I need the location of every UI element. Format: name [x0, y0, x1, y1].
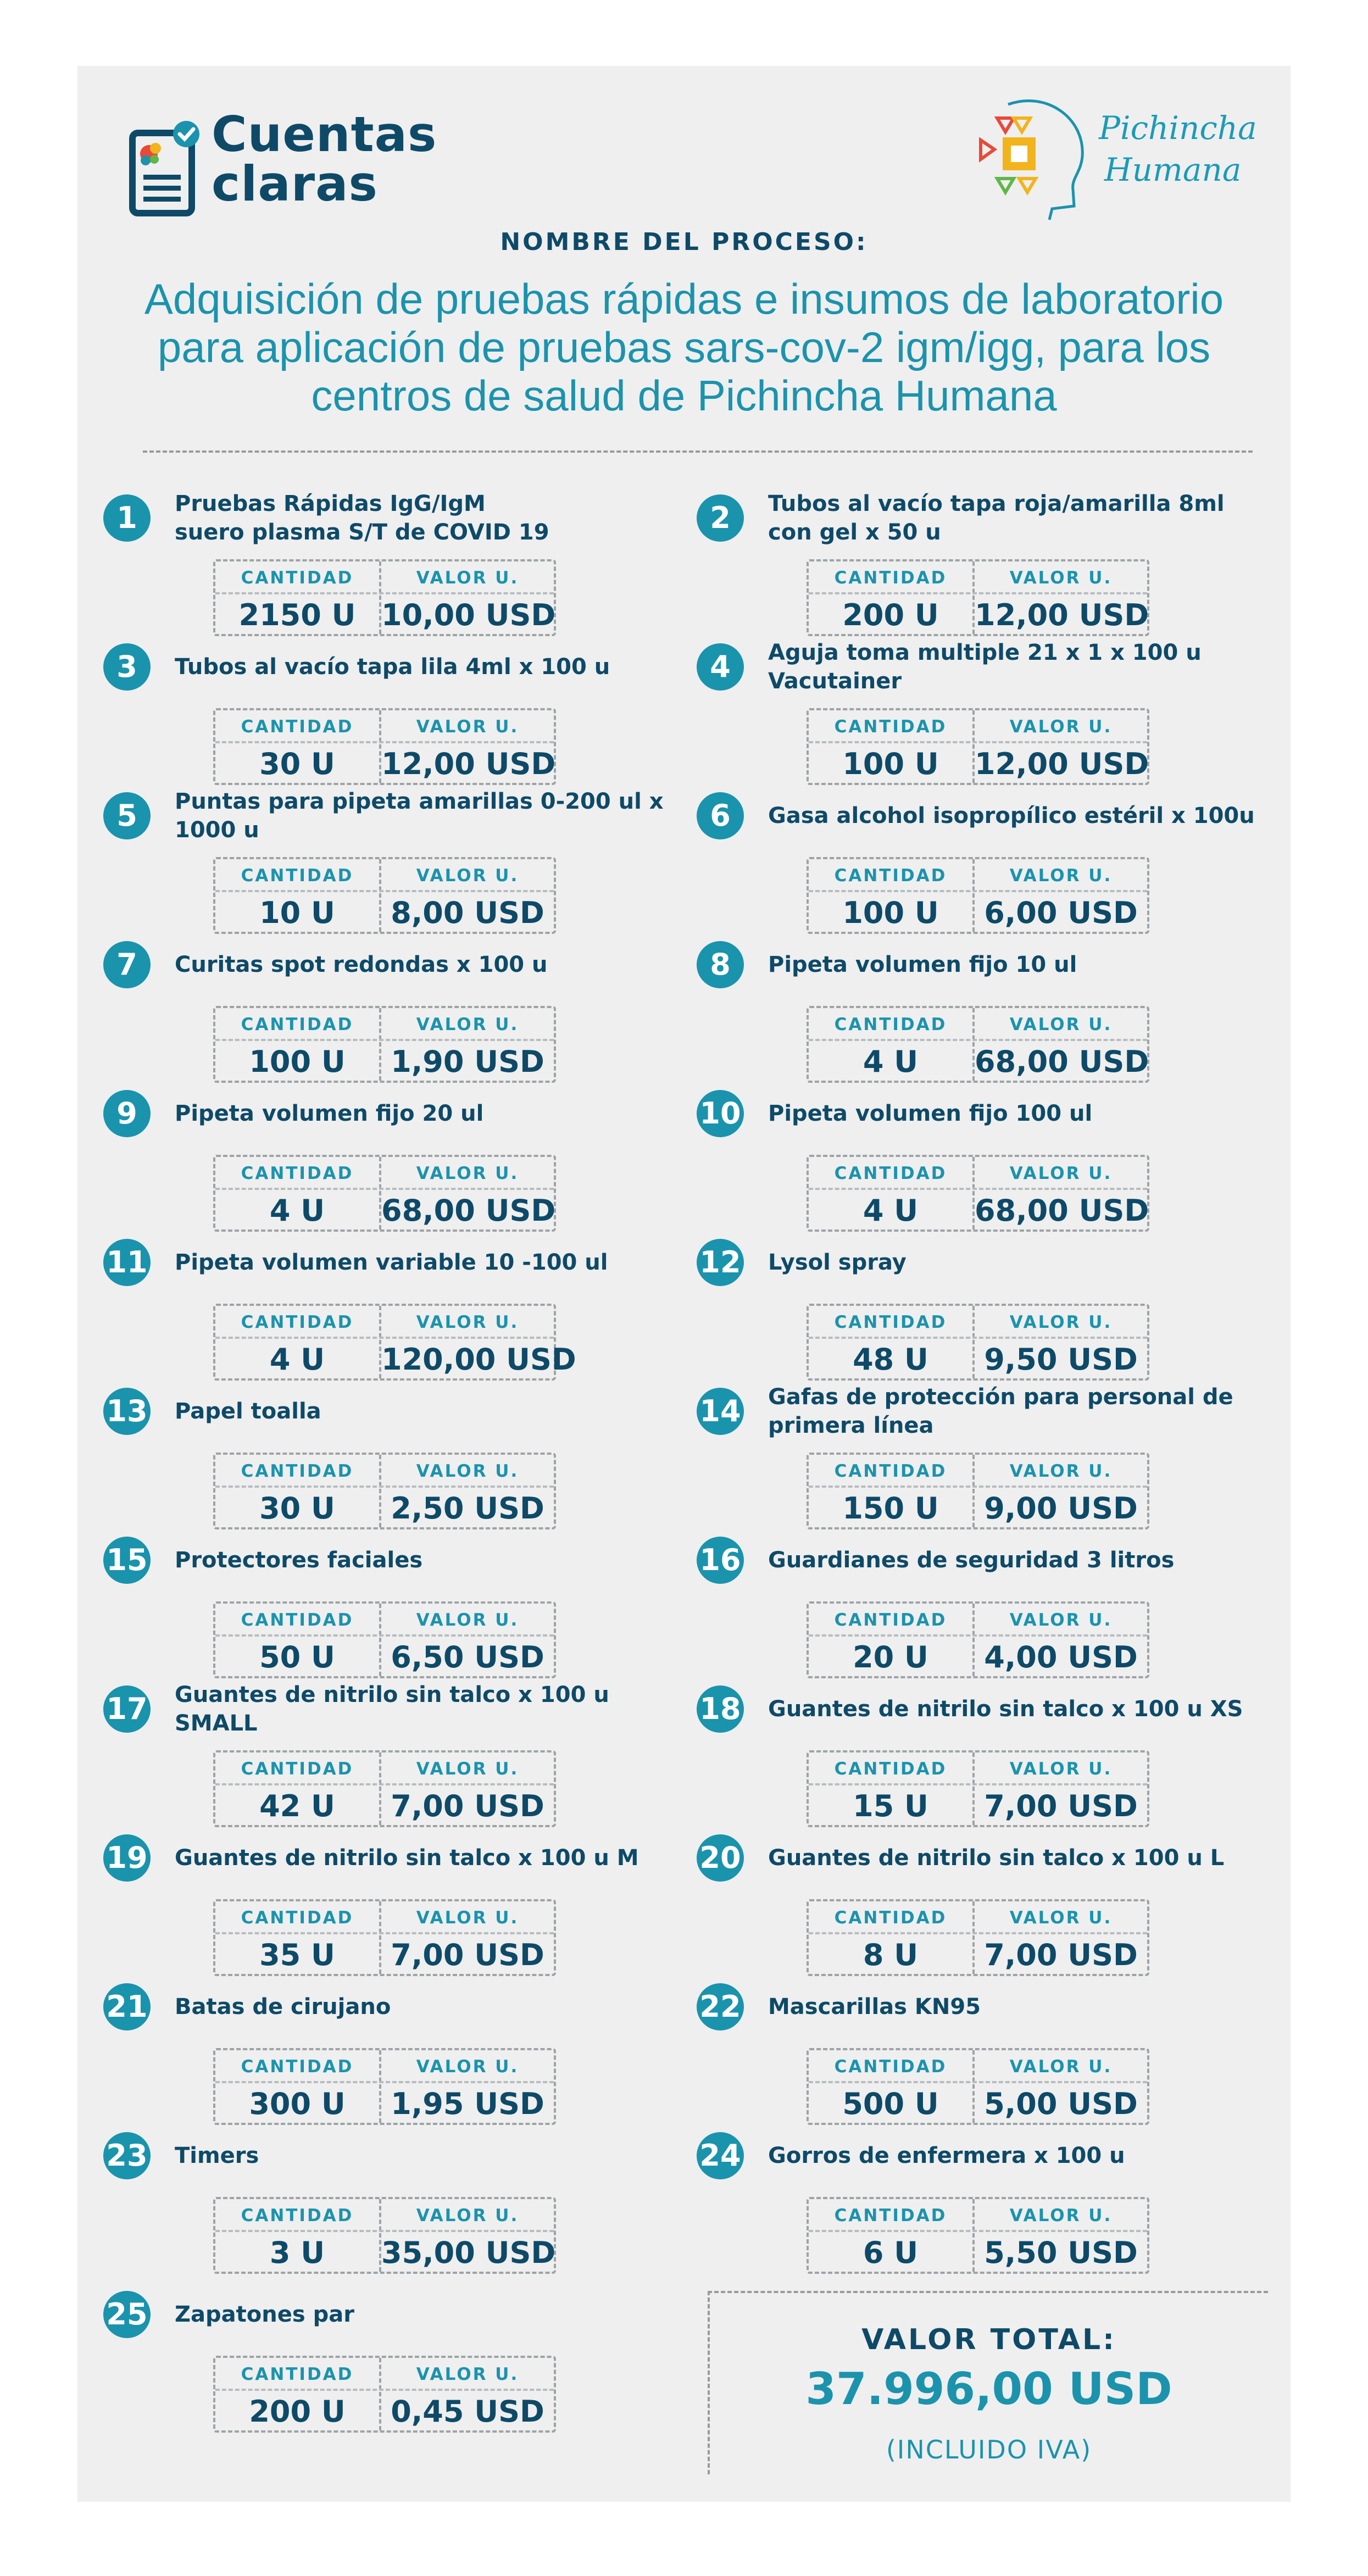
quantity-header: CANTIDAD — [241, 2057, 354, 2077]
unit-price-header: VALOR U. — [416, 1759, 519, 1779]
quantity-header: CANTIDAD — [834, 1908, 947, 1928]
item-name: Guardianes de seguridad 3 litros — [768, 1548, 1175, 1573]
quantity-value: 8 U — [863, 1938, 919, 1972]
item-name: Pipeta volumen fijo 20 ul — [175, 1101, 484, 1126]
item-detail-table — [807, 708, 1149, 785]
item-number-badge: 24 — [697, 2132, 744, 2179]
unit-price-header: VALOR U. — [1009, 1461, 1113, 1481]
item-name: Zapatones par — [175, 2302, 354, 2327]
unit-price-value: 4,00 USD — [984, 1640, 1138, 1674]
unit-price-value: 35,00 USD — [381, 2235, 556, 2270]
item-3 — [103, 632, 686, 781]
unit-price-value: 68,00 USD — [975, 1044, 1149, 1079]
item-number-badge: 21 — [103, 1983, 151, 2030]
item-detail-table — [807, 2197, 1149, 2274]
quantity-value: 35 U — [259, 1938, 335, 1972]
item-name: Mascarillas KN95 — [768, 1994, 981, 2019]
item-name: Pipeta volumen fijo 100 ul — [768, 1101, 1093, 1126]
partner-wordmark — [1099, 107, 1257, 191]
item-14 — [697, 1377, 1279, 1526]
item-23 — [103, 2121, 686, 2270]
quantity-value: 2150 U — [238, 598, 356, 632]
quantity-header: CANTIDAD — [834, 1461, 947, 1481]
item-number-badge: 11 — [103, 1239, 151, 1286]
quantity-header: CANTIDAD — [241, 1164, 354, 1183]
quantity-value: 500 U — [842, 2087, 939, 2121]
pichincha-humana-logo — [975, 96, 1257, 228]
item-detail-table — [807, 559, 1149, 636]
quantity-value: 100 U — [249, 1044, 346, 1079]
item-name: Gasa alcohol isopropílico estéril x 100u — [768, 803, 1255, 828]
item-number-badge: 15 — [103, 1537, 151, 1584]
quantity-header: CANTIDAD — [834, 2206, 947, 2226]
item-12 — [697, 1228, 1279, 1377]
item-name: Guantes de nitrilo sin talco x 100 u L — [768, 1845, 1225, 1871]
item-name: Gorros de enfermera x 100 u — [768, 2143, 1125, 2168]
unit-price-header: VALOR U. — [1009, 1312, 1113, 1332]
item-name: Guantes de nitrilo sin talco x 100 u XS — [768, 1696, 1243, 1722]
unit-price-header: VALOR U. — [416, 568, 519, 588]
quantity-header: CANTIDAD — [241, 1015, 354, 1034]
unit-price-value: 6,00 USD — [984, 895, 1138, 930]
cuentas-claras-logo — [129, 106, 437, 220]
quantity-value: 30 U — [259, 747, 335, 781]
quantity-header: CANTIDAD — [834, 717, 947, 737]
unit-price-value: 6,50 USD — [391, 1640, 544, 1674]
quantity-value: 4 U — [863, 1193, 919, 1228]
item-name: Papel toalla — [175, 1399, 321, 1424]
quantity-header: CANTIDAD — [241, 2206, 354, 2226]
unit-price-value: 7,00 USD — [984, 1938, 1138, 1972]
item-name: Curitas spot redondas x 100 u — [175, 952, 548, 977]
unit-price-header: VALOR U. — [416, 2364, 519, 2384]
item-name: Guantes de nitrilo sin talco x 100 u M — [175, 1845, 639, 1871]
brand-line-2: claras — [212, 155, 378, 212]
item-20 — [697, 1823, 1279, 1972]
unit-price-header: VALOR U. — [1009, 1610, 1113, 1630]
quantity-header: CANTIDAD — [241, 1610, 354, 1630]
quantity-value: 4 U — [269, 1342, 325, 1377]
item-detail-table — [213, 1601, 556, 1678]
item-name: Gafas de protección para personal de primera línea — [768, 1384, 1233, 1438]
quantity-header: CANTIDAD — [834, 1164, 947, 1183]
item-detail-table — [807, 1601, 1149, 1678]
item-name: Tubos al vacío tapa lila 4ml x 100 u — [175, 654, 610, 680]
item-name: Pipeta volumen variable 10 -100 ul — [175, 1250, 608, 1275]
item-name: Lysol spray — [768, 1250, 907, 1275]
quantity-header: CANTIDAD — [834, 1610, 947, 1630]
item-number-badge: 1 — [103, 494, 151, 542]
item-detail-table — [807, 1453, 1149, 1529]
unit-price-value: 12,00 USD — [381, 747, 556, 781]
item-18 — [697, 1674, 1279, 1823]
quantity-value: 100 U — [842, 895, 939, 930]
item-number-badge: 17 — [103, 1685, 151, 1733]
item-7 — [103, 930, 686, 1079]
unit-price-header: VALOR U. — [1009, 1759, 1113, 1779]
item-number-badge: 9 — [103, 1090, 151, 1137]
item-name: Aguja toma multiple 21 x 1 x 100 u Vacutainer — [768, 640, 1202, 694]
quantity-value: 48 U — [853, 1342, 928, 1377]
quantity-value: 15 U — [853, 1789, 928, 1823]
quantity-value: 6 U — [863, 2235, 919, 2270]
item-number-badge: 7 — [103, 941, 151, 988]
unit-price-header: VALOR U. — [416, 2206, 519, 2226]
unit-price-header: VALOR U. — [1009, 2057, 1113, 2077]
item-9 — [103, 1079, 686, 1228]
head-profile-icon — [975, 96, 1091, 222]
quantity-value: 3 U — [269, 2235, 325, 2270]
item-name: Tubos al vacío tapa roja/amarilla 8ml con gel x 50 u — [768, 491, 1225, 545]
quantity-header: CANTIDAD — [241, 866, 354, 886]
unit-price-header: VALOR U. — [1009, 866, 1113, 886]
item-name: Guantes de nitrilo sin talco x 100 u SMALL — [175, 1682, 609, 1736]
item-24 — [697, 2121, 1279, 2270]
unit-price-value: 10,00 USD — [381, 598, 556, 632]
item-21 — [103, 1972, 686, 2121]
item-name: Protectores faciales — [175, 1548, 423, 1573]
unit-price-header: VALOR U. — [1009, 717, 1113, 737]
unit-price-value: 1,90 USD — [391, 1044, 544, 1079]
quantity-value: 42 U — [259, 1789, 335, 1823]
document-check-icon — [129, 121, 201, 217]
item-number-badge: 3 — [103, 643, 151, 691]
item-6 — [697, 781, 1279, 930]
unit-price-header: VALOR U. — [416, 1164, 519, 1183]
item-22 — [697, 1972, 1279, 2121]
item-4 — [697, 632, 1279, 781]
unit-price-value: 5,50 USD — [984, 2235, 1138, 2270]
item-detail-table — [213, 1155, 556, 1232]
quantity-header: CANTIDAD — [241, 1461, 354, 1481]
partner-line-2: Humana — [1104, 151, 1242, 188]
item-name: Pruebas Rápidas IgG/IgM suero plasma S/T de COVID 19 — [175, 491, 549, 545]
item-17 — [103, 1674, 686, 1823]
unit-price-value: 120,00 USD — [381, 1342, 576, 1377]
total-box — [708, 2291, 1268, 2474]
total-note: (INCLUIDO IVA) — [886, 2435, 1092, 2464]
item-detail-table — [807, 1750, 1149, 1827]
item-detail-table — [213, 1304, 576, 1381]
quantity-value: 200 U — [249, 2394, 346, 2429]
item-number-badge: 4 — [697, 643, 744, 691]
item-number-badge: 22 — [697, 1983, 744, 2030]
item-15 — [103, 1526, 686, 1674]
item-5 — [103, 781, 686, 930]
item-detail-table — [213, 857, 556, 934]
unit-price-value: 68,00 USD — [975, 1193, 1149, 1228]
item-number-badge: 13 — [103, 1388, 151, 1435]
quantity-header: CANTIDAD — [834, 2057, 947, 2077]
item-10 — [697, 1079, 1279, 1228]
unit-price-value: 0,45 USD — [391, 2394, 544, 2429]
unit-price-value: 1,95 USD — [391, 2087, 544, 2121]
item-name: Pipeta volumen fijo 10 ul — [768, 952, 1077, 977]
item-detail-table — [213, 559, 556, 636]
item-number-badge: 8 — [697, 941, 744, 988]
item-name: Puntas para pipeta amarillas 0-200 ul x 1000 u — [175, 789, 664, 843]
unit-price-header: VALOR U. — [416, 1015, 519, 1034]
item-number-badge: 16 — [697, 1537, 744, 1584]
unit-price-value: 8,00 USD — [391, 895, 544, 930]
unit-price-value: 9,50 USD — [984, 1342, 1138, 1377]
quantity-value: 150 U — [842, 1491, 939, 1526]
quantity-header: CANTIDAD — [834, 1312, 947, 1332]
item-number-badge: 5 — [103, 792, 151, 839]
item-16 — [697, 1526, 1279, 1674]
item-detail-table — [213, 1899, 556, 1976]
unit-price-value: 7,00 USD — [391, 1938, 544, 1972]
quantity-value: 20 U — [853, 1640, 928, 1674]
unit-price-header: VALOR U. — [416, 866, 519, 886]
unit-price-value: 7,00 USD — [391, 1789, 544, 1823]
quantity-header: CANTIDAD — [241, 1312, 354, 1332]
total-amount: 37.996,00 USD — [805, 2363, 1172, 2414]
item-detail-table — [807, 1899, 1149, 1976]
total-label: VALOR TOTAL: — [861, 2323, 1116, 2356]
quantity-header: CANTIDAD — [241, 2364, 354, 2384]
quantity-header: CANTIDAD — [834, 1015, 947, 1034]
item-1 — [103, 483, 686, 632]
unit-price-header: VALOR U. — [416, 1312, 519, 1332]
unit-price-header: VALOR U. — [1009, 1015, 1113, 1034]
unit-price-header: VALOR U. — [416, 1461, 519, 1481]
quantity-value: 10 U — [259, 895, 335, 930]
quantity-header: CANTIDAD — [241, 568, 354, 588]
quantity-value: 300 U — [249, 2087, 346, 2121]
item-number-badge: 20 — [697, 1834, 744, 1882]
item-detail-table — [807, 1006, 1149, 1083]
process-title: Adquisición de pruebas rápidas e insumos de laboratorio para aplicación de pruebas sars-cov-2 igm/igg, para los centros de salud de Pichincha Humana — [144, 275, 1224, 420]
item-detail-table — [213, 2048, 556, 2125]
unit-price-header: VALOR U. — [416, 2057, 519, 2077]
unit-price-value: 12,00 USD — [975, 747, 1149, 781]
unit-price-value: 68,00 USD — [381, 1193, 556, 1228]
quantity-value: 50 U — [259, 1640, 335, 1674]
process-label: NOMBRE DEL PROCESO: — [500, 228, 868, 256]
item-13 — [103, 1377, 686, 1526]
unit-price-value: 12,00 USD — [975, 598, 1149, 632]
item-detail-table — [213, 2356, 556, 2433]
unit-price-value: 5,00 USD — [984, 2087, 1138, 2121]
item-number-badge: 2 — [697, 494, 744, 542]
item-number-badge: 6 — [697, 792, 744, 839]
unit-price-header: VALOR U. — [416, 1908, 519, 1928]
quantity-header: CANTIDAD — [834, 866, 947, 886]
item-detail-table — [213, 1750, 556, 1827]
item-detail-table — [213, 2197, 556, 2274]
unit-price-header: VALOR U. — [1009, 1164, 1113, 1183]
divider — [143, 450, 1253, 453]
quantity-value: 4 U — [269, 1193, 325, 1228]
item-11 — [103, 1228, 686, 1377]
quantity-header: CANTIDAD — [241, 1908, 354, 1928]
unit-price-value: 9,00 USD — [984, 1491, 1138, 1526]
quantity-header: CANTIDAD — [241, 717, 354, 737]
item-number-badge: 18 — [697, 1685, 744, 1733]
item-2 — [697, 483, 1279, 632]
item-number-badge: 23 — [103, 2132, 151, 2179]
item-name: Batas de cirujano — [175, 1994, 391, 2019]
item-detail-table — [807, 1155, 1149, 1232]
quantity-value: 200 U — [842, 598, 939, 632]
partner-line-1: Pichincha — [1099, 109, 1257, 147]
item-detail-table — [807, 2048, 1149, 2125]
item-detail-table — [213, 1453, 556, 1529]
item-detail-table — [213, 708, 556, 785]
brand-line-1: Cuentas — [212, 106, 437, 163]
item-number-badge: 10 — [697, 1090, 744, 1137]
quantity-value: 4 U — [863, 1044, 919, 1079]
unit-price-header: VALOR U. — [416, 717, 519, 737]
item-25 — [103, 2280, 686, 2429]
item-detail-table — [807, 1304, 1149, 1381]
brand-wordmark — [212, 106, 437, 212]
item-19 — [103, 1823, 686, 1972]
item-8 — [697, 930, 1279, 1079]
quantity-value: 100 U — [842, 747, 939, 781]
unit-price-header: VALOR U. — [1009, 1908, 1113, 1928]
quantity-header: CANTIDAD — [834, 1759, 947, 1779]
item-name: Timers — [175, 2143, 259, 2168]
item-number-badge: 19 — [103, 1834, 151, 1882]
item-detail-table — [807, 857, 1149, 934]
quantity-header: CANTIDAD — [834, 568, 947, 588]
unit-price-header: VALOR U. — [1009, 2206, 1113, 2226]
unit-price-header: VALOR U. — [416, 1610, 519, 1630]
item-number-badge: 12 — [697, 1239, 744, 1286]
unit-price-value: 2,50 USD — [391, 1491, 544, 1526]
quantity-header: CANTIDAD — [241, 1759, 354, 1779]
item-number-badge: 25 — [103, 2291, 151, 2338]
item-number-badge: 14 — [697, 1388, 744, 1435]
unit-price-header: VALOR U. — [1009, 568, 1113, 588]
item-detail-table — [213, 1006, 556, 1083]
unit-price-value: 7,00 USD — [984, 1789, 1138, 1823]
quantity-value: 30 U — [259, 1491, 335, 1526]
